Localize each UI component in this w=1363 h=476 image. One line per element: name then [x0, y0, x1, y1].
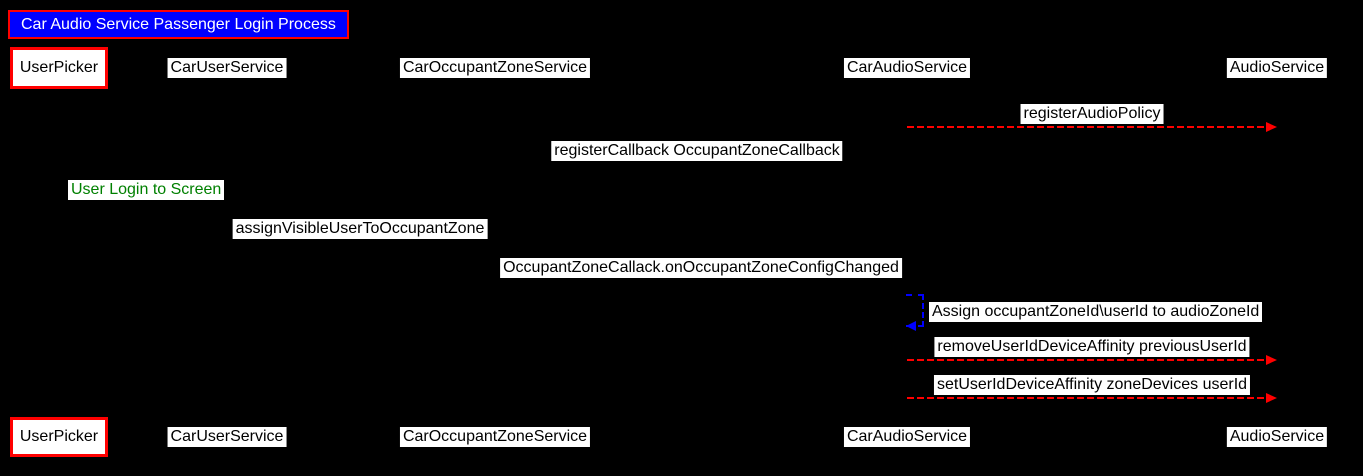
arrowhead-left-icon: [906, 321, 916, 331]
participant-caraudioservice-top: CarAudioService: [844, 58, 970, 78]
arrowhead-right-icon: [1266, 122, 1277, 132]
participant-userpicker-bottom: UserPicker: [10, 417, 108, 457]
diagram-title: Car Audio Service Passenger Login Process: [8, 10, 349, 39]
participant-audioservice-bottom: AudioService: [1227, 427, 1327, 447]
participant-audioservice-top: AudioService: [1227, 58, 1327, 78]
message-label-user-login-to-screen: User Login to Screen: [68, 180, 224, 200]
participant-caruserservice-bottom: CarUserService: [168, 427, 287, 447]
message-label-registercallback: registerCallback OccupantZoneCallback: [551, 141, 842, 161]
message-arrow-setuseriddeviceaffinity: [907, 397, 1267, 399]
participant-caroccupantzoneservice-top: CarOccupantZoneService: [400, 58, 590, 78]
message-label-assign-audiozoneid: Assign occupantZoneId\userId to audioZoneId: [929, 302, 1262, 322]
participant-userpicker-top: UserPicker: [10, 47, 108, 89]
message-label-registeraudiopolicy: registerAudioPolicy: [1021, 104, 1164, 124]
message-label-onoccupantzoneconfigchanged: OccupantZoneCallack.onOccupantZoneConfigChanged: [500, 258, 902, 278]
arrowhead-right-icon: [1266, 355, 1277, 365]
message-label-setuseriddeviceaffinity: setUserIdDeviceAffinity zoneDevices userId: [934, 375, 1250, 395]
participant-caroccupantzoneservice-bottom: CarOccupantZoneService: [400, 427, 590, 447]
participant-caraudioservice-bottom: CarAudioService: [844, 427, 970, 447]
message-label-assignvisibleuser: assignVisibleUserToOccupantZone: [233, 219, 488, 239]
participant-caruserservice-top: CarUserService: [168, 58, 287, 78]
arrowhead-right-icon: [1266, 393, 1277, 403]
message-arrow-registeraudiopolicy: [907, 126, 1267, 128]
message-arrow-removeuseriddeviceaffinity: [907, 359, 1267, 361]
message-label-removeuseriddeviceaffinity: removeUserIdDeviceAffinity previousUserId: [934, 337, 1249, 357]
